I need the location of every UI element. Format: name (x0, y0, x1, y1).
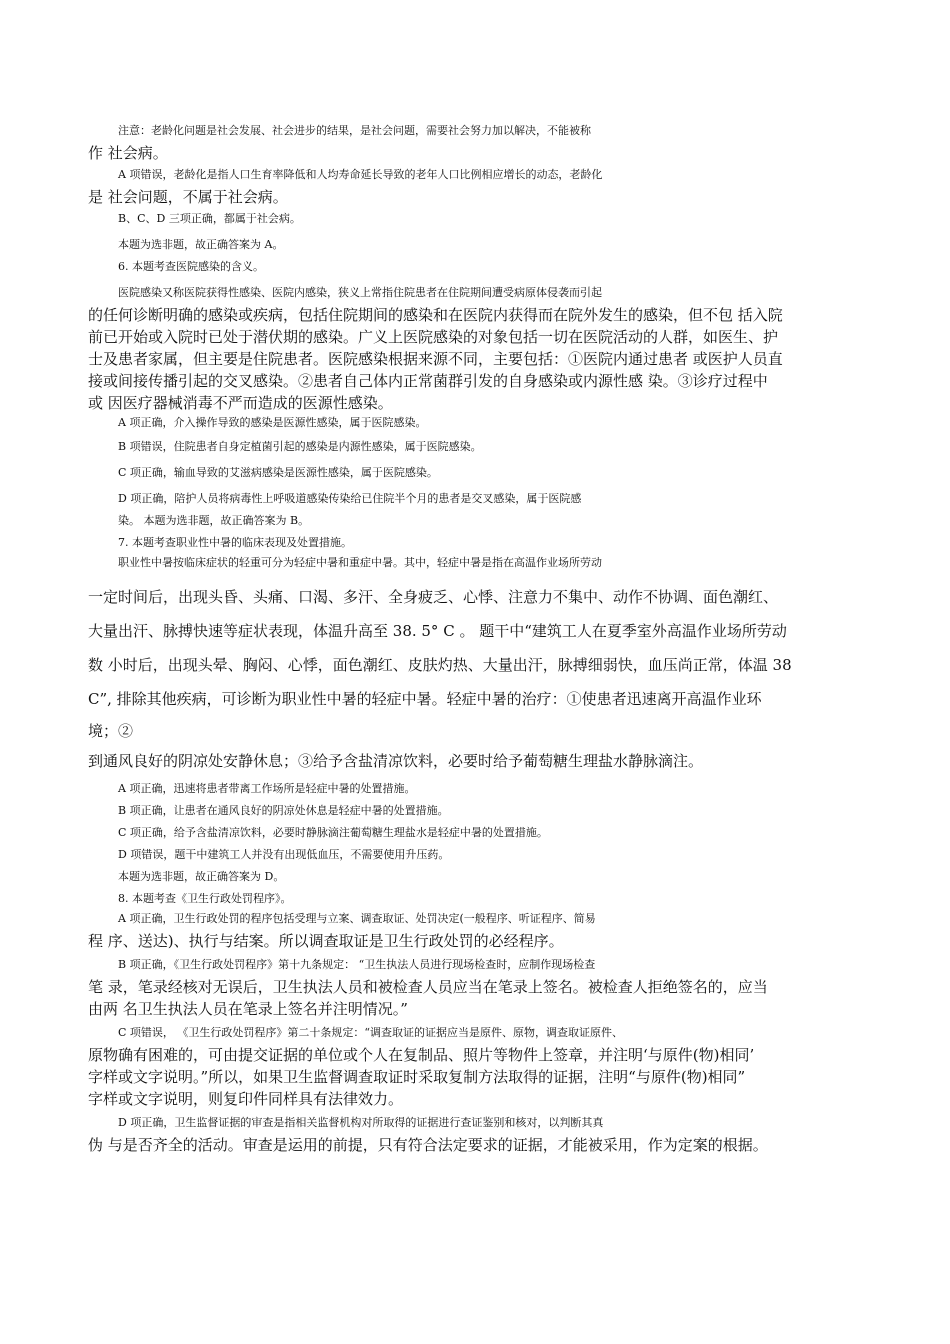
text-line: 数 小时后，出现头晕、胸闷、心悸，面色潮红、皮肤灼热、大量出汗，脉搏细弱快，血压尚正常，体温 38 (88, 656, 792, 674)
text-line: 注意：老龄化问题是社会发展、社会进步的结果，是社会问题，需要社会努力加以解决，不能被称 (118, 124, 591, 137)
text-line: 境；② (88, 722, 134, 740)
text-line: 字样或文字说明，则复印件同样具有法律效力。 (88, 1090, 404, 1108)
text-line: 由两 名卫生执法人员在笔录上签名并注明情况。” (88, 1000, 408, 1018)
text-line: D 项正确，陪护人员将病毒性上呼吸道感染传染给已住院半个月的患者是交叉感染，属于医院感 (118, 492, 582, 505)
text-line: C 项正确，给予含盐清凉饮料，必要时静脉滴注葡萄糖生理盐水是轻症中暑的处置措施。 (118, 826, 548, 839)
text-line: 职业性中暑按临床症状的轻重可分为轻症中暑和重症中暑。其中，轻症中暑是指在高温作业场所劳动 (118, 556, 602, 569)
text-line: A 项正确，介入操作导致的感染是医源性感染，属于医院感染。 (118, 416, 427, 429)
paragraph-option-8d (88, 1112, 868, 1156)
text-line: A 项错误，老龄化是指人口生育率降低和人均寿命延长导致的老年人口比例相应增长的动态，老龄化 (118, 168, 603, 181)
paragraph-note (88, 120, 868, 164)
text-line: 伪 与是否齐全的活动。审查是运用的前提，只有符合法定要求的证据，才能被采用，作为定案的根据。 (88, 1136, 768, 1154)
text-line: C”, 排除其他疾病，可诊断为职业性中暑的轻症中暑。轻症中暑的治疗：①使患者迅速离开高温作业环 (88, 690, 762, 708)
text-line: B 项正确，《卫生行政处罚程序》第十九条规定： “卫生执法人员进行现场检查时，应制作现场检查 (118, 958, 596, 971)
text-line: 本题为选非题，故正确答案为 A。 (118, 238, 284, 251)
text-line: 到通风良好的阴凉处安静休息；③给予含盐清凉饮料，必要时给予葡萄糖生理盐水静脉滴注。 (88, 752, 704, 770)
paragraph-heatstroke-line (88, 586, 868, 608)
text-line: 程 序、送达)、执行与结案。所以调查取证是卫生行政处罚的必经程序。 (88, 932, 564, 950)
text-line: D 项错误，题干中建筑工人并没有出现低血压，不需要使用升压药。 (118, 848, 450, 861)
paragraph-option-8b (88, 954, 868, 1020)
text-line: D 项正确，卫生监督证据的审查是指相关监督机构对所取得的证据进行查证鉴别和核对，以判断其真 (118, 1116, 604, 1129)
text-line: 作 社会病。 (88, 144, 168, 162)
question-heading-7: 7. 本题考查职业性中暑的临床表现及处置措施。 (118, 536, 352, 549)
text-line: 前已开始或入院时已处于潜伏期的感染。广义上医院感染的对象包括一切在医院活动的人群，如医生、护 (88, 328, 779, 346)
question-heading-6: 6. 本题考查医院感染的含义。 (118, 260, 264, 273)
text-line: C 项错误， 《卫生行政处罚程序》第二十条规定：“调查取证的证据应当是原件、原物，调查取证原件、 (118, 1026, 624, 1039)
text-line: 大量出汗、脉搏快速等症状表现，体温升高至 38. 5° C 。 题干中“建筑工人在夏季室外高温作业场所劳动 (88, 622, 787, 640)
text-line: C 项正确，输血导致的艾滋病感染是医源性感染，属于医院感染。 (118, 466, 438, 479)
question-heading-8: 8. 本题考查《卫生行政处罚程序》。 (118, 892, 292, 905)
paragraph-option-8a (88, 908, 868, 952)
paragraph-heatstroke (88, 552, 868, 574)
text-line: 字样或文字说明。”所以，如果卫生监督调查取证时采取复制方法取得的证据，注明“与原件(物)相同” (88, 1068, 746, 1086)
text-line: 或 因医疗器械消毒不严而造成的医源性感染。 (88, 394, 393, 412)
text-line: 是 社会问题，不属于社会病。 (88, 188, 288, 206)
text-line: 一定时间后，出现头昏、头痛、口渴、多汗、全身疲乏、心悸、注意力不集中、动作不协调、面色潮红、 (88, 588, 779, 606)
paragraph-option-bcd (88, 208, 868, 230)
text-line: B 项正确，让患者在通风良好的阴凉处休息是轻症中暑的处置措施。 (118, 804, 449, 817)
text-line: A 项正确，迅速将患者带离工作场所是轻症中暑的处置措施。 (118, 782, 416, 795)
text-line: A 项正确，卫生行政处罚的程序包括受理与立案、调查取证、处罚决定(一般程序、听证程序、简易 (118, 912, 596, 925)
text-line: 士及患者家属，但主要是住院患者。医院感染根据来源不同，主要包括：①医院内通过患者 或医护人员直 (88, 350, 783, 368)
paragraph-option-a (88, 164, 868, 208)
paragraph-heatstroke-line (88, 688, 868, 710)
text-line: 染。 本题为选非题，故正确答案为 B。 (118, 514, 310, 527)
paragraph-heatstroke-line (88, 720, 868, 742)
text-line: 医院感染又称医院获得性感染、医院内感染，狭义上常指住院患者在住院期间遭受病原体侵袭而引起 (118, 286, 602, 299)
text-line: 接或间接传播引起的交叉感染。②患者自己体内正常菌群引发的自身感染或内源性感 染。③诊疗过程中 (88, 372, 768, 390)
paragraph-answer-5 (88, 234, 868, 278)
paragraph-heatstroke-line (88, 620, 868, 642)
paragraph-option-8c (88, 1022, 868, 1110)
paragraph-hospital-infection (88, 282, 868, 414)
text-line: 原物确有困难的，可由提交证据的单位或个人在复制品、照片等物件上签章，并注明‘与原件(物)相同’ (88, 1046, 755, 1064)
paragraph-heatstroke-end (88, 750, 868, 772)
text-line: B 项错误，住院患者自身定植菌引起的感染是内源性感染，属于医院感染。 (118, 440, 482, 453)
paragraph-options-6 (88, 412, 868, 554)
paragraph-options-7 (88, 778, 868, 910)
text-line: 本题为选非题，故正确答案为 D。 (118, 870, 285, 883)
text-line: B、C、D 三项正确，都属于社会病。 (118, 212, 301, 225)
paragraph-heatstroke-line (88, 654, 868, 676)
text-line: 笔 录，笔录经核对无误后，卫生执法人员和被检查人员应当在笔录上签名。被检查人拒绝签名的，应当 (88, 978, 768, 996)
text-line: 的任何诊断明确的感染或疾病，包括住院期间的感染和在医院内获得而在院外发生的感染，但不包 括入院 (88, 306, 783, 324)
